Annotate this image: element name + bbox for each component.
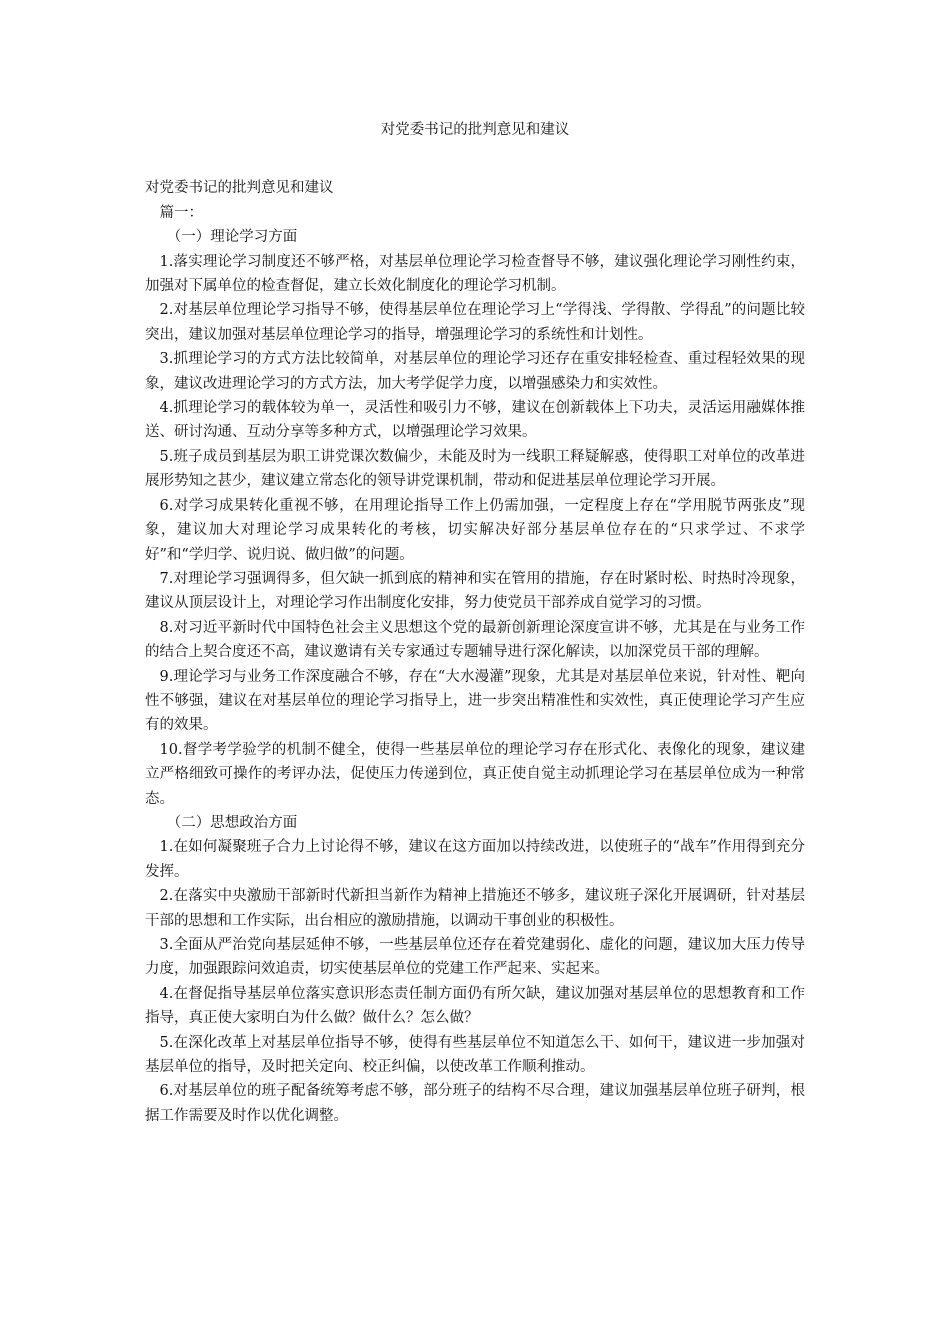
- list-item: 1.落实理论学习制度还不够严格，对基层单位理论学习检查督导不够，建议强化理论学习刚性约束，加强对下属单位的检查督促，建立长效化制度化的理论学习机制。: [145, 253, 805, 295]
- document-page: [145, 118, 805, 1128]
- list-item: 9.理论学习与业务工作深度融合不够，存在“大水漫灌”现象，尤其是对基层单位来说，针对性、靶向性不够强，建议在对基层单位的理论学习指导上，进一步突出精准性和实效性，真正使理论学习产生应有的效果。: [145, 668, 805, 734]
- list-item: 8.对习近平新时代中国特色社会主义思想这个党的最新创新理论深度宣讲不够，尤其是在与业务工作的结合上契合度还不高，建议邀请有关专家通过专题辅导进行深化解读，以加深党员干部的理解。: [145, 619, 805, 661]
- section-heading-theory: （一）理论学习方面: [166, 229, 298, 246]
- list-item: 3.全面从严治党向基层延伸不够，一些基层单位还存在着党建弱化、虚化的问题，建议加大压力传导力度，加强跟踪问效追责，切实使基层单位的党建工作严起来、实起来。: [145, 937, 805, 978]
- section-political-list: [145, 835, 805, 1128]
- document-title: 对党委书记的批判意见和建议: [380, 122, 570, 138]
- list-item: 10.督学考学验学的机制不健全，使得一些基层单位的理论学习存在形式化、表像化的现象，建议建立严格细致可操作的考评办法，促使压力传递到位，真正使自觉主动抓理论学习在基层单位成为一种常态。: [145, 741, 805, 807]
- list-item: 1.在如何凝聚班子合力上讨论得不够，建议在这方面加以持续改进，以使班子的“战车”作用得到充分发挥。: [145, 839, 805, 880]
- list-item: 7.对理论学习强调得多，但欠缺一抓到底的精神和实在管用的措施，存在时紧时松、时热时冷现象，建议从顶层设计上，对理论学习作出制度化安排，努力使党员干部养成自觉学习的习惯。: [145, 570, 805, 612]
- list-item: 3.抓理论学习的方式方法比较简单，对基层单位的理论学习还存在重安排轻检查、重过程轻效果的现象，建议改进理论学习的方式方法，加大考学促学力度，以增强感染力和实效性。: [145, 351, 805, 392]
- list-item: 6.对基层单位的班子配备统筹考虑不够，部分班子的结构不尽合理，建议加强基层单位班子研判，根据工作需要及时作以优化调整。: [145, 1083, 805, 1124]
- list-item: 5.在深化改革上对基层单位指导不够，使得有些基层单位不知道怎么干、如何干，建议进一步加强对基层单位的指导，及时把关定向、校正纠偏，以使改革工作顺利推动。: [145, 1034, 805, 1076]
- document-subtitle: 对党委书记的批判意见和建议: [145, 180, 334, 197]
- section-theory-list: [145, 250, 805, 811]
- part-label: 篇一：: [159, 204, 203, 221]
- list-item: 2.在落实中央激励干部新时代新担当新作为精神上措施还不够多，建议班子深化开展调研，针对基层干部的思想和工作实际，出台相应的激励措施，以调动干事创业的积极性。: [145, 888, 805, 929]
- section-heading-political: （二）思想政治方面: [166, 814, 298, 831]
- list-item: 5.班子成员到基层为职工讲党课次数偏少，未能及时为一线职工释疑解惑，使得职工对单位的改革进展形势知之甚少，建议建立常态化的领导讲党课机制，带动和促进基层单位理论学习开展。: [145, 448, 805, 490]
- list-item: 2.对基层单位理论学习指导不够，使得基层单位在理论学习上“学得浅、学得散、学得乱”的问题比较突出，建议加强对基层单位理论学习的指导，增强理论学习的系统性和计划性。: [145, 302, 806, 343]
- list-item: 4.在督促指导基层单位落实意识形态责任制方面仍有所欠缺，建议加强对基层单位的思想教育和工作指导，真正使大家明白为什么做？做什么？怎么做？: [145, 985, 805, 1027]
- list-item: 6.对学习成果转化重视不够，在用理论指导工作上仍需加强，一定程度上存在“学用脱节两张皮”现象，建议加大对理论学习成果转化的考核，切实解决好部分基层单位存在的“只求学过、不求学好”和“学归学、说归说、做归做”的问题。: [145, 497, 805, 563]
- list-item: 4.抓理论学习的载体较为单一，灵活性和吸引力不够，建议在创新载体上下功夫，灵活运用融媒体推送、研讨沟通、互动分享等多种方式，以增强理论学习效果。: [145, 400, 805, 441]
